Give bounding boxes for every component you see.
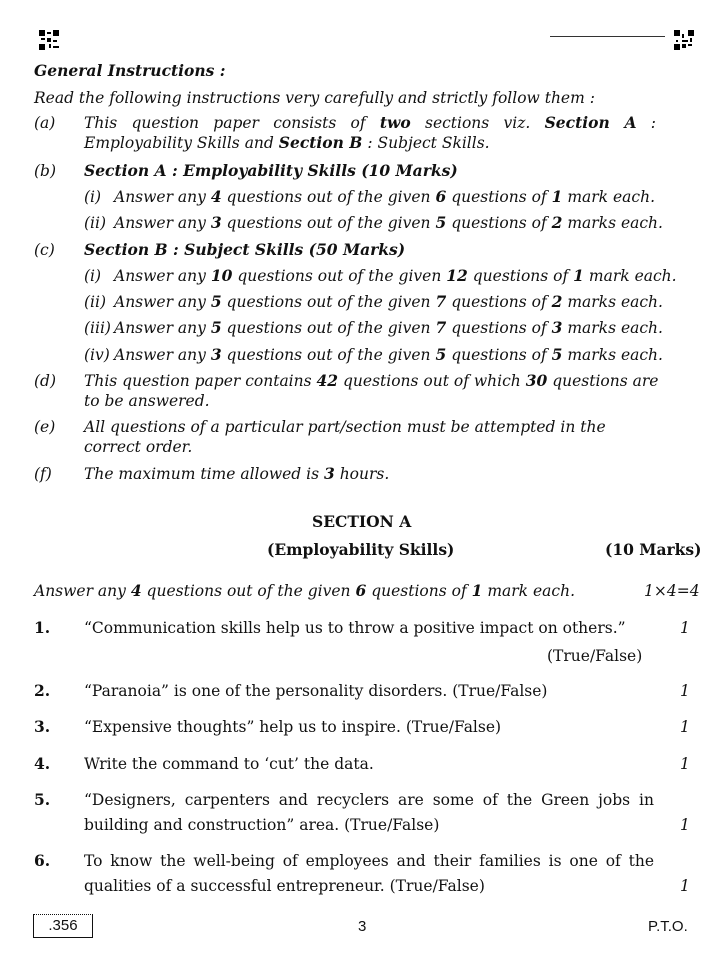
section-a-heading: Section A : Employability Skills (10 Marks) <box>84 161 458 180</box>
list-item: (iv) Answer any 3 questions out of the given 5 questions of 5 marks each. <box>84 345 663 364</box>
section-marks: (10 Marks) <box>605 540 702 559</box>
list-item: (iii) Answer any 5 questions out of the given 7 questions of 3 marks each. <box>84 318 663 337</box>
question-number: 6. <box>34 851 51 870</box>
page-number: 3 <box>358 918 367 935</box>
list-item: (i) Answer any 4 questions out of the given 6 questions of 1 mark each. <box>84 187 656 206</box>
instructions-intro: Read the following instructions very carefully and strictly follow them : <box>34 89 595 107</box>
item-d-text: This question paper contains 42 questions out of which 30 questions are to be answered. <box>84 371 659 410</box>
item-label-a: (a) <box>34 114 56 132</box>
list-item: (ii) Answer any 5 questions out of the given 7 questions of 2 marks each. <box>84 292 663 311</box>
item-f-text: The maximum time allowed is 3 hours. <box>84 464 390 483</box>
list-item: (i) Answer any 10 questions out of the given 12 questions of 1 mark each. <box>84 266 677 285</box>
question-text-cont: (True/False) <box>547 647 643 665</box>
pto-label: P.T.O. <box>648 918 688 935</box>
section-subtitle: (Employability Skills) <box>267 540 455 559</box>
qr-code-right-icon <box>674 30 694 50</box>
question-marks: 1 <box>680 682 690 700</box>
question-text-cont: building and construction” area. (True/False) <box>84 816 440 834</box>
item-label-f: (f) <box>34 465 52 483</box>
paper-code-box: .356 <box>33 914 93 938</box>
item-label-c: (c) <box>34 241 55 259</box>
question-number: 1. <box>34 618 51 637</box>
item-e-text: All questions of a particular part/section must be attempted in the correct order. <box>84 418 606 456</box>
instructions-heading: General Instructions : <box>34 61 226 80</box>
question-marks: 1 <box>680 816 690 834</box>
section-title: SECTION A <box>312 512 412 531</box>
section-b-heading: Section B : Subject Skills (50 Marks) <box>84 240 406 259</box>
item-label-e: (e) <box>34 418 56 436</box>
question-marks: 1 <box>680 718 690 736</box>
marking-scheme: 1×4=4 <box>644 582 700 600</box>
question-marks: 1 <box>680 619 690 637</box>
question-text: “Designers, carpenters and recyclers are some of the Green jobs in <box>84 791 654 809</box>
question-number: 4. <box>34 754 51 773</box>
question-number: 5. <box>34 790 51 809</box>
question-text: “Communication skills help us to throw a positive impact on others.” <box>84 619 626 637</box>
question-number: 3. <box>34 717 51 736</box>
question-text: Write the command to ‘cut’ the data. <box>84 755 374 773</box>
item-a-text: This question paper consists of two sections viz. Section A : Employability Skills and Section B : Subject Skills. <box>84 113 657 152</box>
question-number: 2. <box>34 681 51 700</box>
question-text-cont: qualities of a successful entrepreneur. (True/False) <box>84 877 485 895</box>
question-marks: 1 <box>680 755 690 773</box>
item-label-b: (b) <box>34 162 57 180</box>
question-text: “Expensive thoughts” help us to inspire. (True/False) <box>84 718 502 736</box>
header-rule <box>550 36 665 37</box>
section-instruction: Answer any 4 questions out of the given 6 questions of 1 mark each. <box>34 581 576 600</box>
qr-code-left-icon <box>39 30 59 50</box>
question-text: “Paranoia” is one of the personality disorders. (True/False) <box>84 682 548 700</box>
item-label-d: (d) <box>34 372 57 390</box>
list-item: (ii) Answer any 3 questions out of the given 5 questions of 2 marks each. <box>84 213 663 232</box>
question-text: To know the well-being of employees and their families is one of the <box>84 852 654 870</box>
question-marks: 1 <box>680 877 690 895</box>
